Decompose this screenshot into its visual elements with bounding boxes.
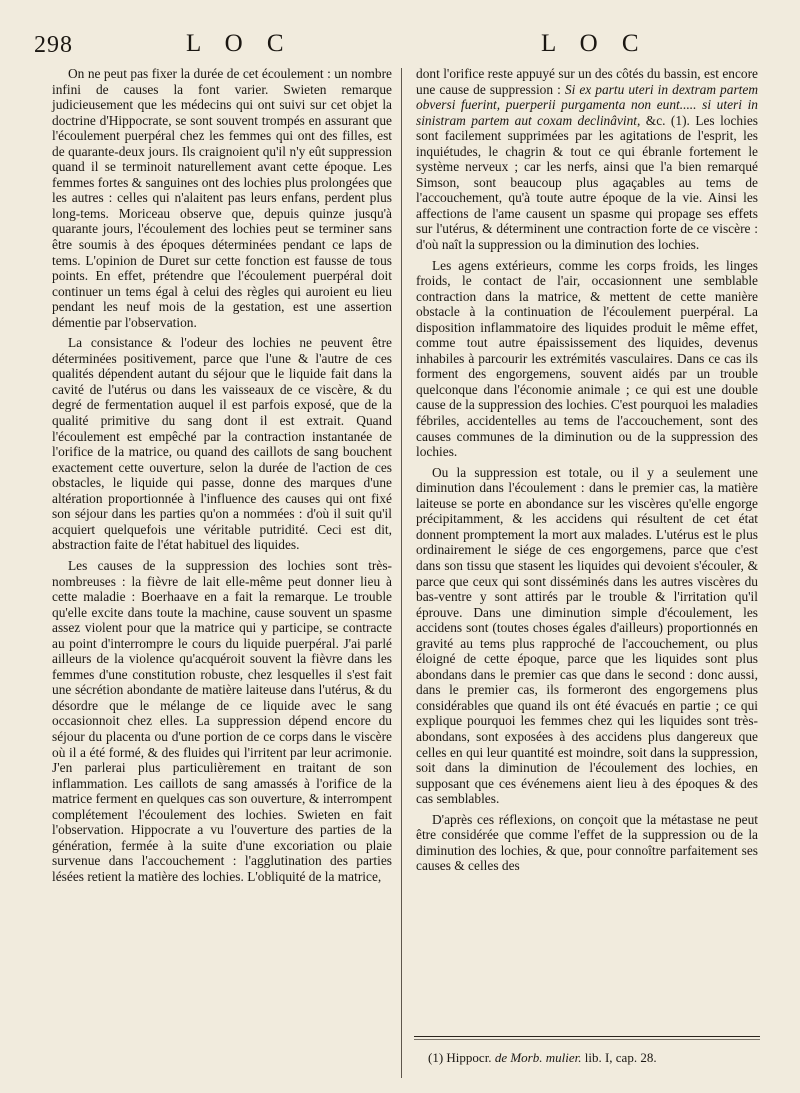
paragraph: On ne peut pas fixer la durée de cet écoulement : un nombre infini de causes la font varier. Swieten remarque judicieusement que les médecins qui ont suivi sur cet objet la doctrine d'Hippocrate, se sont souvent trompés en assurant que l'écoulement puerpéral chez les femmes qui ont des filles, est de quarante-deux jours. Ils craignoient qu'il n'y eût suppression quand il se terminoit naturellement avant cette époque. Les femmes fortes & sanguines ont des lochies plus prolongées que les autres : celles qui n'alaitent pas leurs enfans, perdent plus long-tems. Moriceau observe que, depuis quinze jusqu'à quarante jours, l'écoulement des lochies peut se terminer sans être soumis à des époques déterminées pendant ce laps de tems. L'opinion de Duret sur cette fonction est fausse de tous points. En effet, prétendre que l'écoulement puerpéral doit continuer un tems égal à celui des règles qui auroient eu lieu pendant les neuf mois de la gestation, est une assertion démentie par l'observation. — [52, 66, 392, 330]
paragraph: Les agens extérieurs, comme les corps froids, les linges froids, le contact de l'air, occasionnent une semblable contraction dans la matrice, & mettent de cette manière obstacle à la continuation de l'écoulement puerpéral. La disposition inflammatoire des liquides produit le même effet, comme tout autre épaississement des liquides, devenus inhabiles à parcourir les extrémités vasculaires. Dans ce cas ils forment des engorgemens, souvent aidés par un trouble quelconque dans l'économie animale ; ce qui est une double cause de la suppression des lochies. C'est pourquoi les maladies fébriles, accidentelles au tems de l'accouchement, sont des causes communes de la diminution ou de la suppression des lochies. — [416, 257, 758, 460]
page-number: 298 — [34, 32, 73, 58]
page-header — [0, 28, 800, 68]
right-column — [416, 66, 758, 879]
paragraph: Ou la suppression est totale, ou il y a seulement une diminution dans l'écoulement : dans le premier cas, la matière laiteuse se porte en abondance sur les viscères qu'elle engorge précipitamment, & les accidens qui résultent de cet état donnent promptement la mort aux malades. L'utérus est le plus ordinairement le siége de ces engorgemens, parce que c'est dans son tissu que stasent les liquides qui devoient s'écouler, & parce que ceux qui sont disséminés dans les autres viscères du bas-ventre y sont attirés par le trouble & l'irritation qu'il éprouve. Dans une diminution simple d'écoulement, les accidens sont (toutes choses égales d'ailleurs) proportionnés en gravité au tems plus rapproché de l'accouchement, ou plus éloigné de cette époque, parce que les liquides sont plus abondans dans le premier cas que dans le second : donc aussi, dans le premier cas, ils formeront des engorgemens plus considérables que quand ils ont été évacués en partie ; ce qui explique pourquoi les femmes chez qui les liquides sont très-abondans, sont exposées à des accidens plus dangereux que celles en qui leur quantité est moindre, soit dans la suppression, soit dans la diminution de l'écoulement des lochies, en supposant que ces événemens aient lieu à des époques & des cas semblables. — [416, 464, 758, 807]
column-divider — [401, 68, 402, 1078]
footnote-rule — [414, 1036, 760, 1037]
latin-quotation: Si ex partu uteri in dextram partem obversi fuerint, puerperii purgamenta non eunt..... si uteri in sinistram partem aut coxam declinâvint — [416, 81, 758, 128]
paragraph: Les causes de la suppression des lochies sont très-nombreuses : la fièvre de lait elle-même peut donner lieu à cette maladie : Boerhaave en a fait la remarque. Le trouble qu'elle excite dans toute la machine, cause souvent un spasme assez violent pour que la matrice qui y participe, se contracte au point d'interrompre le cours du liquide puerpéral. J'ai parlé ailleurs de la violence qu'acquéroit souvent la fièvre dans les femmes d'une constitution robuste, chez lesquelles il s'est fait une sécrétion abondante de matière laiteuse dans l'utérus, & du désordre que le mélange de ce liquide avec le sang occasionnoit chez elles. La suppression dépend encore du séjour du placenta ou d'une portion de ce corps dans le viscère où il a été formé, & des fluides qui l'irritent par leur acrimonie. J'en parlerai plus particulièrement en traitant de son inflammation. Les caillots de sang amassés à l'orifice de la matrice ferment en quelques cas son ouverture, & interrompent complétement l'écoulement des lochies. Swieten en fait l'observation. Hippocrate a vu l'ouverture des parties de la génération, fermée à la suite d'une excoriation ou plaie survenue dans l'accouchement : l'agglutination des parties lésées retient la matière des lochies. L'obliquité de la matrice, — [52, 557, 392, 884]
paragraph: La consistance & l'odeur des lochies ne peuvent être déterminées positivement, parce que l'une & l'autre de ces qualités dépendent autant du séjour que le liquide fait dans la cavité de l'utérus ou dans les vaisseaux de ce viscère, & du degré de fermentation auquel il est parfois exposé, que de la qualité primitive du sang dont il est extrait. Quand l'écoulement est empêché par la contraction instantanée de l'orifice de la matrice, ou quand des caillots de sang bouchent exactement cette ouverture, selon la durée de l'action de ces obstacles, le liquide qui passe, donne des marques d'une altération proportionnée à l'influence des causes qui ont fixé son séjour dans les parties qu'on a nommées : d'où il suit qu'il acquiert quelquefois une véritable putridité. Ceci est dit, abstraction faite de l'état habituel des liquides. — [52, 335, 392, 553]
footnote-text: Hippocr. — [443, 1050, 495, 1065]
footnote — [428, 1050, 758, 1066]
footnote-marker: (1) — [428, 1050, 444, 1065]
left-column — [52, 66, 392, 889]
paragraph-continued — [416, 66, 758, 253]
footnote-rule-secondary — [414, 1039, 760, 1040]
paragraph: D'après ces réflexions, on conçoit que la métastase ne peut être considérée que comme l'effet de la suppression ou de la diminution des lochies, & que, pour connoître parfaitement ses causes & celles des — [416, 811, 758, 874]
running-head-right: L O C — [541, 30, 648, 57]
running-head-left: L O C — [186, 30, 293, 57]
quote-intro: dont l'orifice reste appuyé sur un des côtés du bassin, est encore une cause de suppression : — [416, 66, 758, 97]
quote-tail: , &c. (1). Les lochies sont facilement supprimées par les agitations de l'esprit, les inquiétudes, le chagrin & tout ce qui ébranle fortement le système nerveux ; car les nerfs, ainsi que l'a bien remarqué Simson, sont beaucoup plus agaçables au tems de l'accouchement, qu'à toute autre époque de la vie. Ainsi les affections de l'ame causent un spasme qui propage ses effets sur l'utérus, & déterminent une contraction forte de ce viscère : d'où naît la suppression ou la diminution des lochies. — [416, 112, 758, 253]
footnote-reference: lib. I, cap. 28. — [581, 1050, 657, 1065]
footnote-work-title: de Morb. mulier. — [494, 1050, 582, 1065]
